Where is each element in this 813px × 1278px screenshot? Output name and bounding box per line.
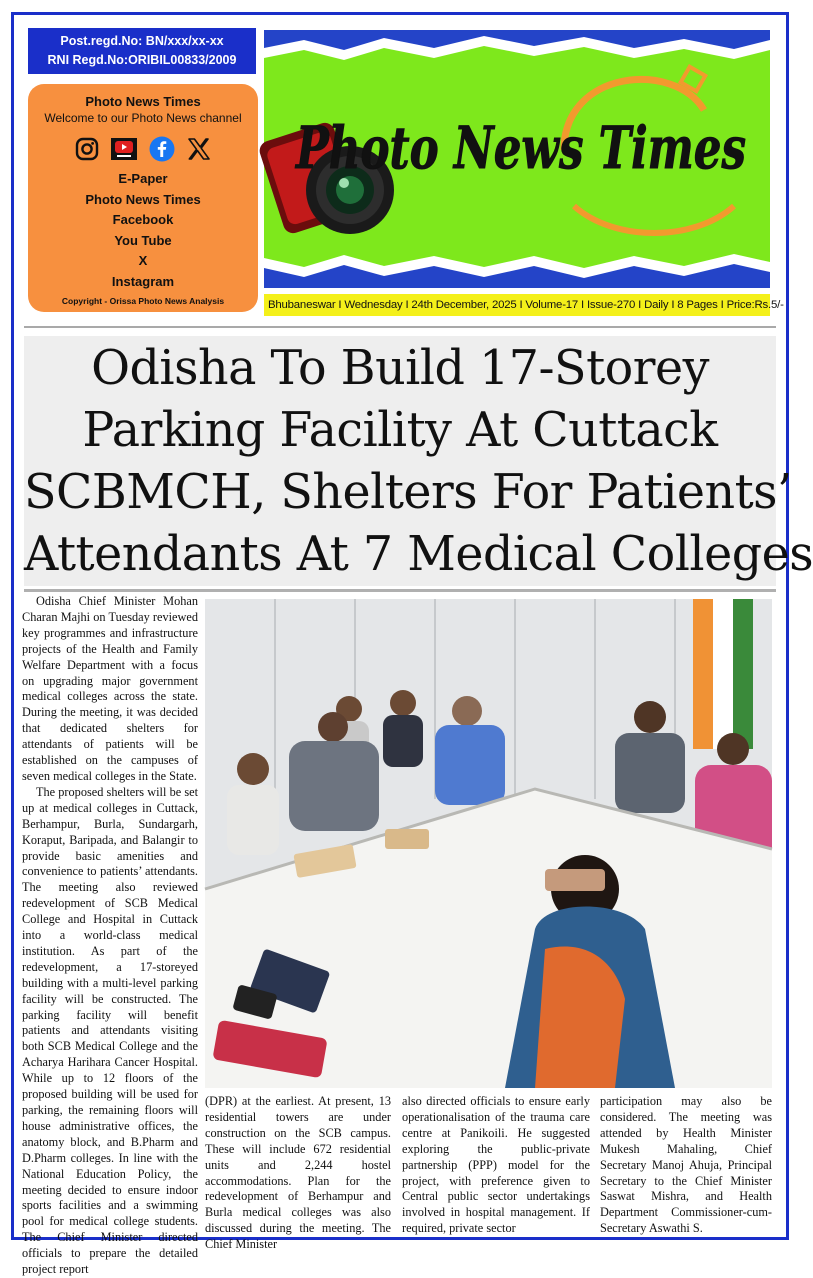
article-column-1 (22, 594, 198, 1278)
headline-underline (24, 589, 776, 592)
youtube-icon[interactable] (111, 138, 137, 165)
article-paragraph: Odisha Chief Minister Mohan Charan Majhi on Tuesday reviewed key programmes and infrastructure projects of the Health and Family Welfare Department with a focus on upgrading major government medical colleges across the state. During the meeting, it was decided that dedicated shelters for attendants of patients will be established on the campuses of seven medical colleges in the State. (22, 594, 198, 783)
promo-title: Photo News Times (85, 94, 201, 109)
article-paragraph: also directed officials to ensure early operationalisation of the trauma care centre at Panikoili. He suggested exploring the public-private partnership (PPP) model for the project, with preference given to Central public sector undertakings involved in hospital management. If required, private sector (402, 1094, 590, 1236)
article-column-4 (600, 1094, 772, 1237)
article-paragraph: The proposed shelters will be set up at medical colleges in Cuttack, Berhampur, Burla, Sundargarh, Koraput, Baripada, and Balangir to provide basic amenities and convenience to patients’ attendants. The meeting also reviewed redevelopment of SCB Medical College and Hospital in Cuttack into a world-class medical institution. As part of the redevelopment, a 17-storeyed building with a multi-level parking facility will be constructed. The parking facility will benefit patients and attendants visiting both SCB Medical College and the Acharya Harihara Cancer Hospital. While up to 12 floors of the proposed building will be used for parking, the remaining floors will house administrative offices, the anatomy block, and B.Pharm and D.Pharm colleges. In line with the National Education Policy, the meeting decided to ensure indoor sports facilities and a swimming pool for medical college students. The Chief Minister directed officials to prepare the detailed project report (22, 784, 198, 1277)
social-icons (28, 137, 258, 165)
copyright-text: Copyright - Orissa Photo News Analysis (61, 296, 225, 306)
instagram-icon[interactable] (75, 137, 99, 166)
article-column-2 (205, 1094, 391, 1253)
promo-links (28, 169, 258, 292)
headline (24, 336, 813, 586)
rni-regd-number: RNI Regd.No:ORIBIL00833/2009 (47, 53, 237, 67)
logo-banner (264, 30, 770, 288)
meeting-photo (205, 599, 772, 1088)
promo-panel (28, 84, 258, 312)
meeting-illustration (205, 599, 772, 1088)
registration-box (28, 28, 256, 74)
link-epaper[interactable]: E-Paper (118, 171, 168, 186)
promo-welcome: Welcome to our Photo News channel (44, 111, 242, 125)
dateline: Bhubaneswar I Wednesday I 24th December, 2025 I Volume-17 I Issue-270 I Daily I 8 Pages I Price:Rs.5/- (264, 294, 770, 316)
logo-artwork (264, 30, 770, 288)
headline-line: Odisha To Build 17-Storey (91, 341, 709, 396)
article-column-3 (402, 1094, 590, 1237)
headline-line: Attendants At 7 Medical Colleges (24, 527, 813, 582)
headline-line: SCBMCH, Shelters For Patients’ (24, 465, 792, 520)
logo-text: Photo News Times (294, 114, 746, 182)
divider (24, 326, 776, 328)
link-x[interactable]: X (138, 253, 148, 268)
link-instagram[interactable]: Instagram (111, 273, 175, 289)
link-photo-news-times[interactable]: Photo News Times (85, 191, 201, 207)
link-facebook[interactable]: Facebook (112, 212, 174, 227)
link-youtube[interactable]: You Tube (114, 232, 172, 248)
headline-line: Parking Facility At Cuttack (82, 403, 718, 458)
x-icon[interactable] (187, 137, 211, 166)
facebook-icon[interactable] (149, 136, 175, 167)
article-paragraph: participation may also be considered. The meeting was attended by Health Minister Mukesh Mahaling, Chief Secretary Manoj Ahuja, Principal Secretary to the Chief Minister Saswat Mishra, and Health Department Commissioner-cum-Secretary Aswathi S. (600, 1094, 772, 1236)
post-regd-number: Post.regd.No: BN/xxx/xx-xx (60, 34, 224, 48)
article-paragraph: (DPR) at the earliest. At present, 13 residential towers are under construction on the SCB campus. These will include 672 residential units and 2,244 hostel accommodations. Plan for the redevelopment of Berhampur and Burla medical colleges was also discussed during the meeting. The Chief Minister (205, 1094, 391, 1252)
